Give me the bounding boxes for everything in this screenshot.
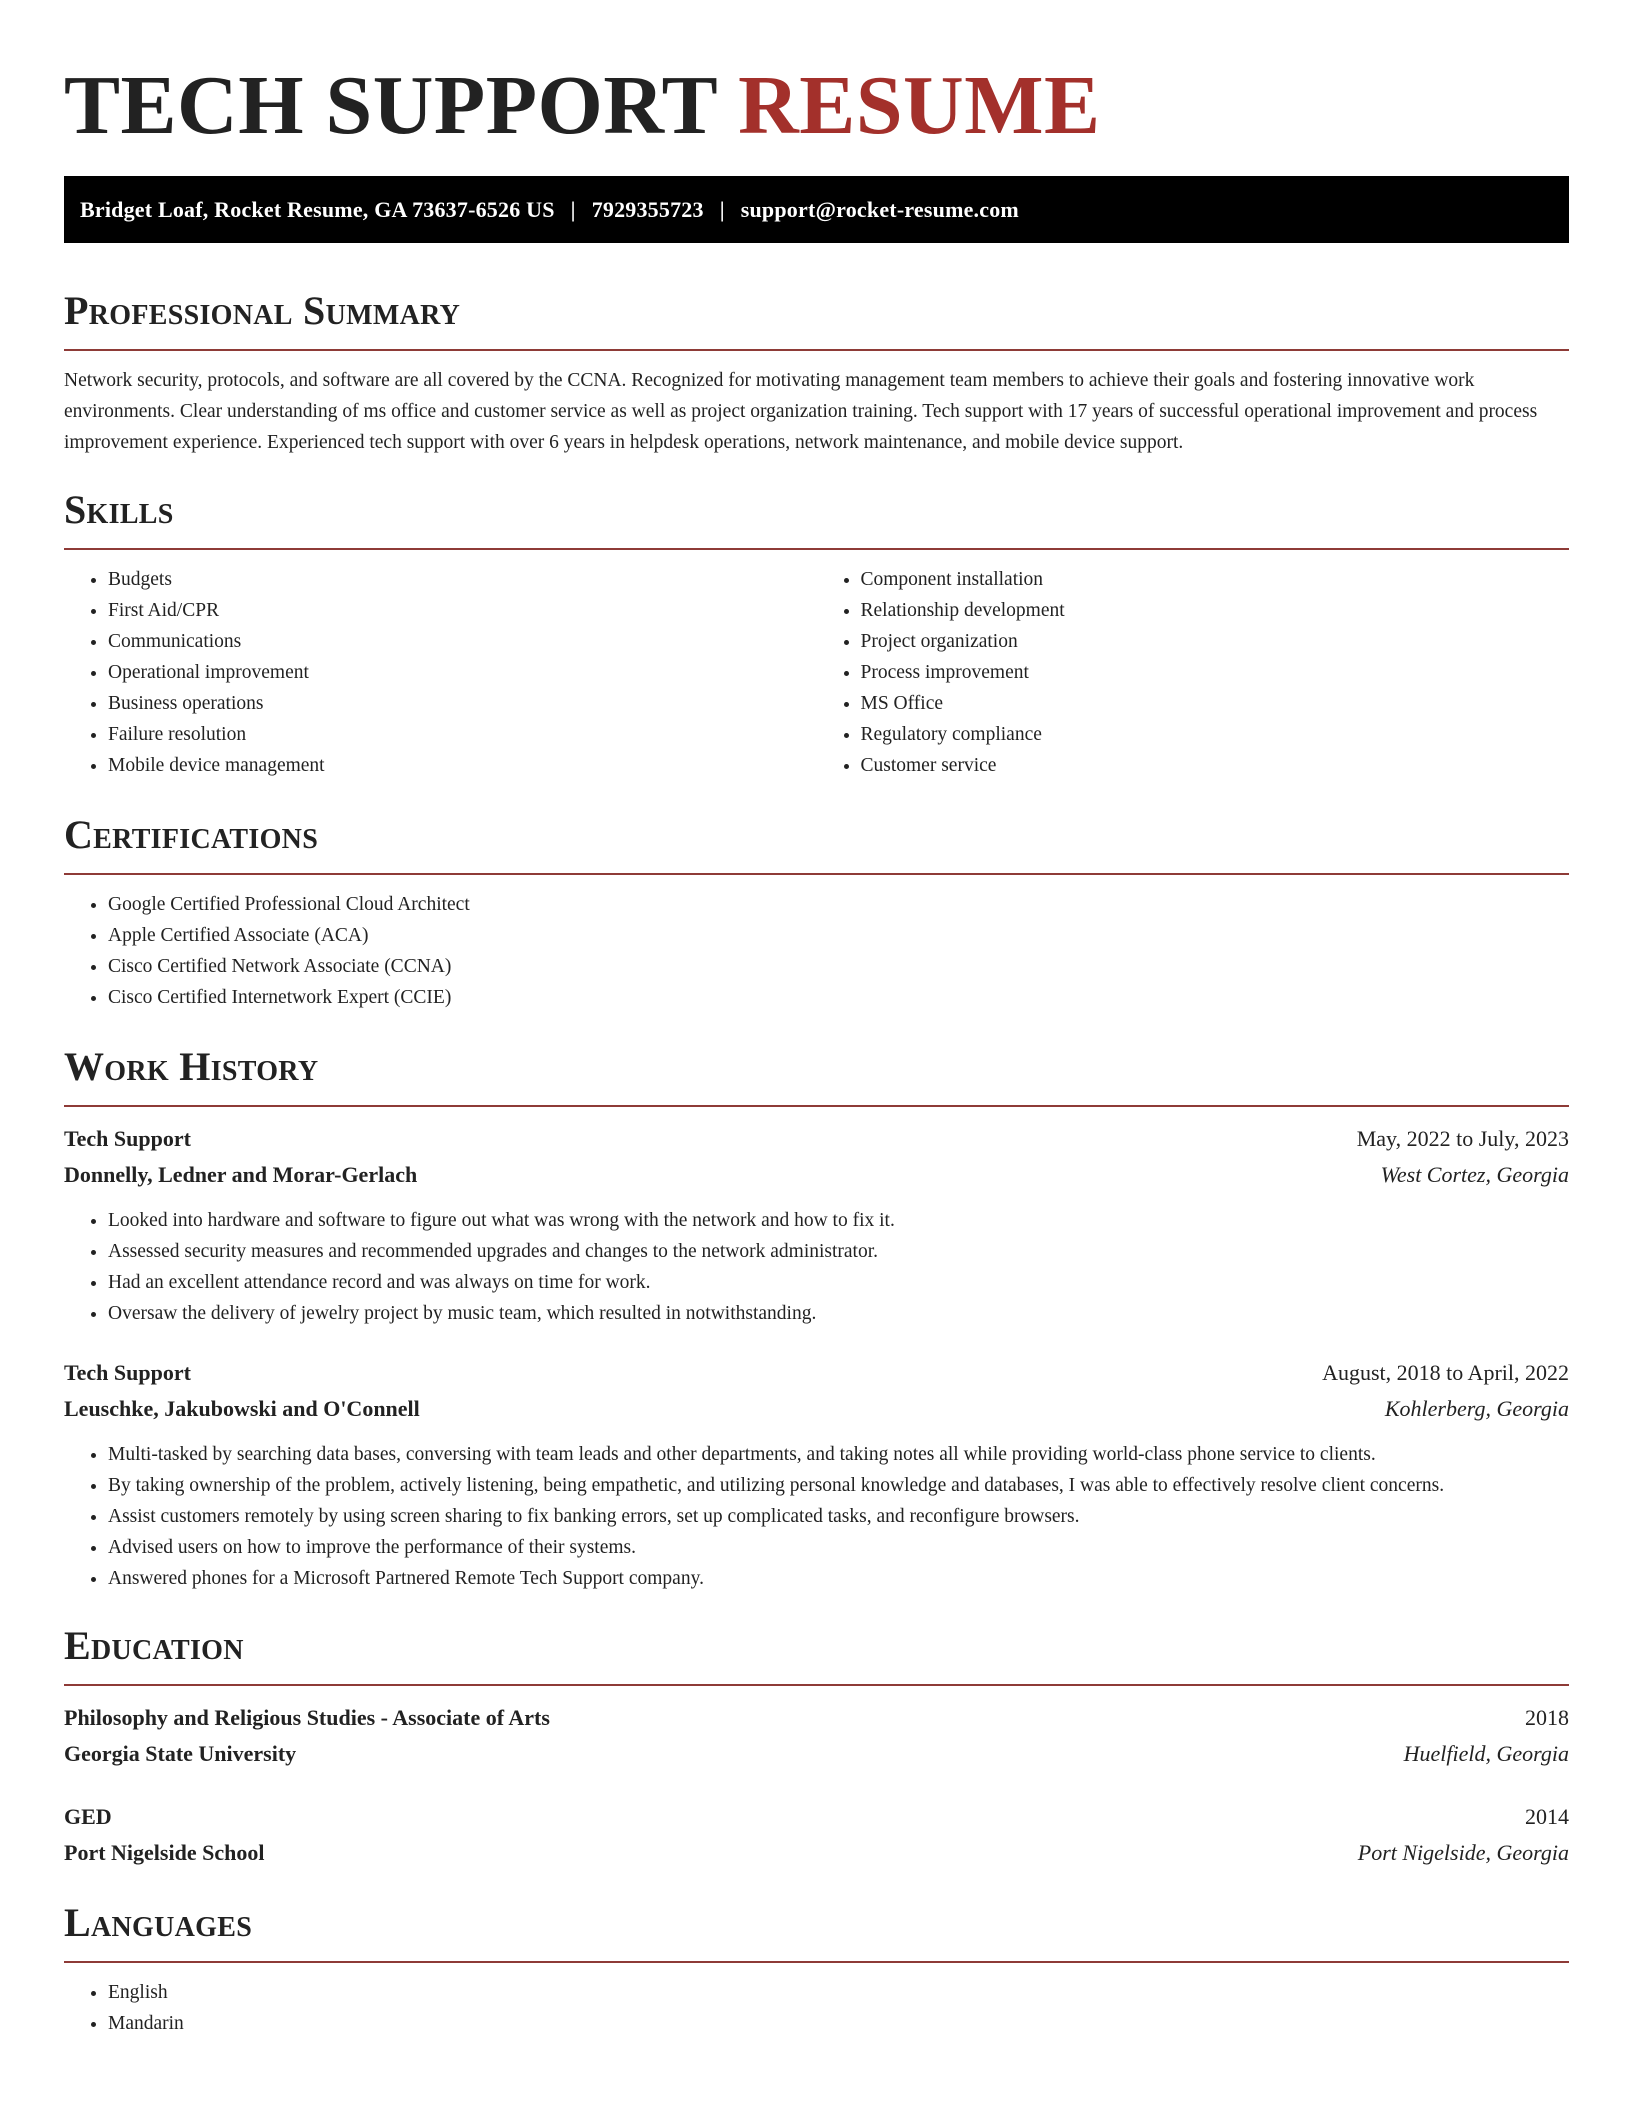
job-bullet: • Advised users on how to improve the performance of their systems. — [108, 1532, 1569, 1563]
job-bullets — [64, 1439, 1569, 1594]
contact-separator: | — [719, 196, 725, 222]
section-title-languages: Languages — [64, 1900, 253, 1945]
section-divider — [64, 1961, 1569, 1963]
education-school: Port Nigelside School — [64, 1840, 265, 1865]
education-degree: Philosophy and Religious Studies - Associate of Arts — [64, 1705, 550, 1730]
skill-item: • First Aid/CPR — [108, 595, 817, 626]
job-company: Donnelly, Ledner and Morar-Gerlach — [64, 1162, 418, 1187]
section-title-certifications: Certifications — [64, 812, 319, 857]
skill-item: • Regulatory compliance — [861, 719, 1570, 750]
certification-item: • Cisco Certified Internetwork Expert (CCIE) — [108, 982, 1569, 1013]
certification-item: • Google Certified Professional Cloud Architect — [108, 889, 1569, 920]
education-year: 2018 — [1525, 1705, 1569, 1730]
section-title-summary: Professional Summary — [64, 288, 461, 333]
job-location: West Cortez, Georgia — [1380, 1162, 1569, 1187]
job-header — [64, 1355, 1569, 1391]
job-bullet: • Looked into hardware and software to figure out what was wrong with the network and how to fix it. — [108, 1205, 1569, 1236]
job-title: Tech Support — [64, 1126, 191, 1151]
contact-separator: | — [570, 196, 576, 222]
job-bullet: • Multi-tasked by searching data bases, conversing with team leads and other departments, and taking notes all while providing world-class phone service to clients. — [108, 1439, 1569, 1470]
section-divider — [64, 548, 1569, 550]
skill-item: • Customer service — [861, 750, 1570, 781]
education-location: Port Nigelside, Georgia — [1357, 1840, 1569, 1865]
job-bullet: • Had an excellent attendance record and was always on time for work. — [108, 1267, 1569, 1298]
section-title-work-history: Work History — [64, 1044, 319, 1089]
job-bullet: • Answered phones for a Microsoft Partnered Remote Tech Support company. — [108, 1563, 1569, 1594]
education-header — [64, 1799, 1569, 1835]
title-accent: RESUME — [738, 59, 1101, 152]
contact-phone: 7929355723 — [591, 196, 704, 222]
job-bullet: • Assessed security measures and recommended upgrades and changes to the network administrator. — [108, 1236, 1569, 1267]
education-degree: GED — [64, 1804, 112, 1829]
contact-email: support@rocket-resume.com — [740, 196, 1019, 222]
title-main: TECH SUPPORT — [64, 59, 717, 152]
job-location: Kohlerberg, Georgia — [1384, 1396, 1569, 1421]
skill-item: • Mobile device management — [108, 750, 817, 781]
certifications-list — [64, 889, 1569, 1013]
certification-item: • Cisco Certified Network Associate (CCNA) — [108, 951, 1569, 982]
job-dates: August, 2018 to April, 2022 — [1322, 1360, 1569, 1385]
skills-list-left — [64, 564, 817, 781]
education-subheader — [64, 1835, 1569, 1871]
education-school: Georgia State University — [64, 1741, 297, 1766]
job-bullet: • Oversaw the delivery of jewelry project by music team, which resulted in notwithstanding. — [108, 1298, 1569, 1329]
education-location: Huelfield, Georgia — [1403, 1741, 1569, 1766]
skill-item: • Operational improvement — [108, 657, 817, 688]
skill-item: • Communications — [108, 626, 817, 657]
section-title-education: Education — [64, 1623, 244, 1668]
section-divider — [64, 1684, 1569, 1686]
education-entry — [64, 1700, 1569, 1772]
job-dates: May, 2022 to July, 2023 — [1356, 1126, 1569, 1151]
education-entry — [64, 1799, 1569, 1871]
skill-item: • Budgets — [108, 564, 817, 595]
section-title-skills: Skills — [64, 487, 174, 532]
skill-item: • Project organization — [861, 626, 1570, 657]
contact-bar — [64, 176, 1569, 243]
summary-text: Network security, protocols, and software are all covered by the CCNA. Recognized for motivating management team members to achieve their goals and fostering innovative work environments. Clear understanding of ms office and customer service as well as project organization training. Tech support with 17 years of successful operational improvement and process improvement experience. Experienced tech support with over 6 years in helpdesk operations, network maintenance, and mobile device support. — [64, 370, 1538, 453]
job-title: Tech Support — [64, 1360, 191, 1385]
job-bullets — [64, 1205, 1569, 1329]
job-header — [64, 1121, 1569, 1157]
language-item: • English — [108, 1977, 1569, 2008]
job-entry — [64, 1121, 1569, 1329]
job-bullet: • Assist customers remotely by using screen sharing to fix banking errors, set up complicated tasks, and reconfigure browsers. — [108, 1501, 1569, 1532]
section-divider — [64, 1105, 1569, 1107]
job-bullet: • By taking ownership of the problem, actively listening, being empathetic, and utilizing personal knowledge and databases, I was able to effectively resolve client concerns. — [108, 1470, 1569, 1501]
skills-list-right — [817, 564, 1570, 781]
skill-item: • Failure resolution — [108, 719, 817, 750]
job-entry — [64, 1355, 1569, 1594]
skill-item: • Component installation — [861, 564, 1570, 595]
skill-item: • Relationship development — [861, 595, 1570, 626]
certification-item: • Apple Certified Associate (ACA) — [108, 920, 1569, 951]
language-item: • Mandarin — [108, 2008, 1569, 2039]
job-company: Leuschke, Jakubowski and O'Connell — [64, 1396, 420, 1421]
job-subheader — [64, 1157, 1569, 1193]
job-subheader — [64, 1391, 1569, 1427]
education-year: 2014 — [1525, 1804, 1569, 1829]
skill-item: • MS Office — [861, 688, 1570, 719]
section-divider — [64, 349, 1569, 351]
contact-address: Bridget Loaf, Rocket Resume, GA 73637-6526 US — [80, 196, 555, 222]
skill-item: • Process improvement — [861, 657, 1570, 688]
education-subheader — [64, 1736, 1569, 1772]
resume-title — [64, 56, 1569, 154]
skills-grid — [64, 564, 1569, 781]
languages-list — [64, 1977, 1569, 2039]
education-header — [64, 1700, 1569, 1736]
skill-item: • Business operations — [108, 688, 817, 719]
section-divider — [64, 873, 1569, 875]
